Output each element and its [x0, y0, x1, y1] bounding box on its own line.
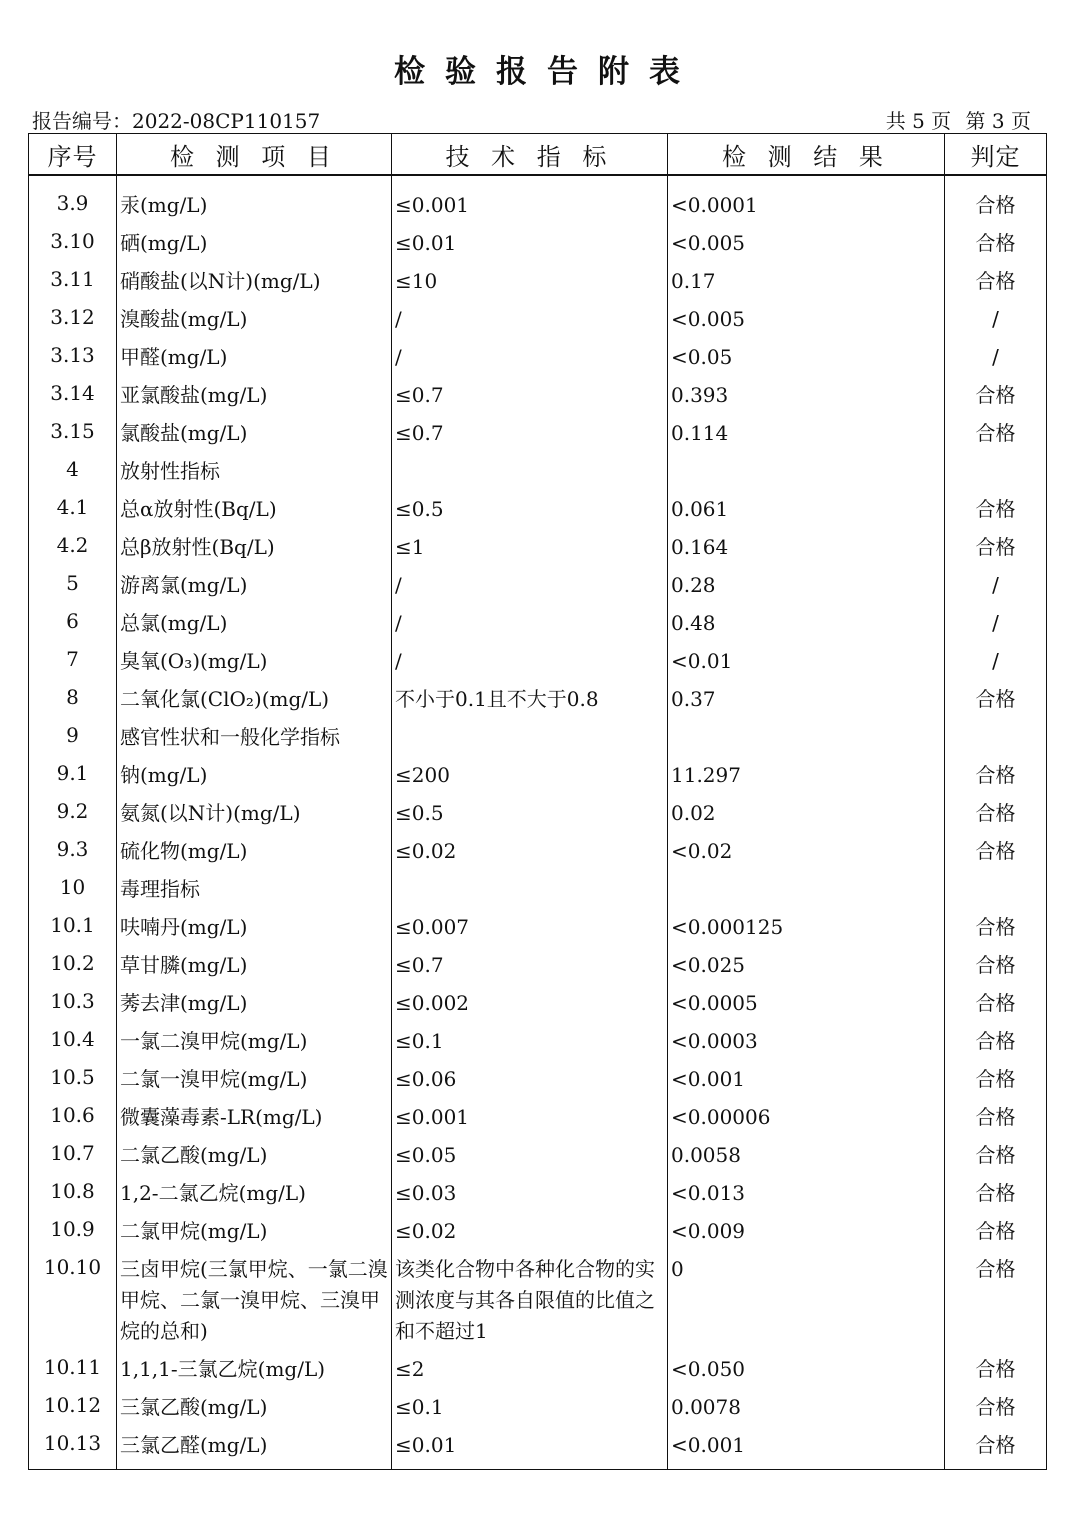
table-row — [29, 1023, 1047, 1061]
cell-result: <0.001 — [668, 1061, 945, 1099]
cell-no: 7 — [29, 643, 117, 681]
cell-result: <0.009 — [668, 1213, 945, 1251]
table-row — [29, 529, 1047, 567]
cell-verdict: 合格 — [945, 1023, 1047, 1061]
report-number: 报告编号：2022-08CP110157 — [32, 109, 321, 133]
table-row — [29, 491, 1047, 529]
results-table — [28, 133, 1047, 1470]
cell-spec: / — [392, 301, 668, 339]
table-row — [29, 175, 1047, 225]
cell-item: 溴酸盐(mg/L) — [117, 301, 392, 339]
cell-verdict: 合格 — [945, 1213, 1047, 1251]
cell-no: 3.9 — [29, 175, 117, 225]
cell-spec: ≤0.01 — [392, 225, 668, 263]
cell-verdict — [945, 719, 1047, 757]
cell-no: 10.13 — [29, 1427, 117, 1470]
cell-no: 4 — [29, 453, 117, 491]
cell-no: 3.10 — [29, 225, 117, 263]
page-total: 共 5 页 — [885, 109, 952, 133]
header-spec: 技 术 指 标 — [392, 134, 668, 176]
cell-no: 10.8 — [29, 1175, 117, 1213]
table-row — [29, 947, 1047, 985]
cell-result: <0.01 — [668, 643, 945, 681]
header-item: 检 测 项 目 — [117, 134, 392, 176]
cell-item: 莠去津(mg/L) — [117, 985, 392, 1023]
cell-verdict: 合格 — [945, 175, 1047, 225]
cell-spec: ≤0.06 — [392, 1061, 668, 1099]
cell-item: 1,2-二氯乙烷(mg/L) — [117, 1175, 392, 1213]
cell-no: 6 — [29, 605, 117, 643]
cell-spec: ≤0.5 — [392, 491, 668, 529]
cell-item: 总氯(mg/L) — [117, 605, 392, 643]
cell-result: <0.02 — [668, 833, 945, 871]
header-result: 检 测 结 果 — [668, 134, 945, 176]
cell-spec: ≤0.1 — [392, 1389, 668, 1427]
cell-no: 3.11 — [29, 263, 117, 301]
cell-spec — [392, 453, 668, 491]
cell-item: 二氧化氯(ClO₂)(mg/L) — [117, 681, 392, 719]
cell-verdict: 合格 — [945, 1099, 1047, 1137]
cell-spec: ≤0.02 — [392, 1213, 668, 1251]
cell-result: 0.0078 — [668, 1389, 945, 1427]
cell-verdict: 合格 — [945, 1427, 1047, 1470]
header-verdict: 判定 — [945, 134, 1047, 176]
cell-result: <0.000125 — [668, 909, 945, 947]
cell-result: <0.001 — [668, 1427, 945, 1470]
cell-no: 10.3 — [29, 985, 117, 1023]
cell-no: 10.11 — [29, 1351, 117, 1389]
cell-item: 二氯乙酸(mg/L) — [117, 1137, 392, 1175]
cell-result: 0.02 — [668, 795, 945, 833]
cell-result: <0.050 — [668, 1351, 945, 1389]
cell-no: 4.1 — [29, 491, 117, 529]
table-row — [29, 985, 1047, 1023]
cell-item: 呋喃丹(mg/L) — [117, 909, 392, 947]
cell-no: 5 — [29, 567, 117, 605]
cell-verdict: 合格 — [945, 1137, 1047, 1175]
cell-no: 8 — [29, 681, 117, 719]
cell-verdict: / — [945, 605, 1047, 643]
table-row — [29, 757, 1047, 795]
cell-spec: 不小于0.1且不大于0.8 — [392, 681, 668, 719]
cell-result: 11.297 — [668, 757, 945, 795]
cell-no: 10.12 — [29, 1389, 117, 1427]
header-no: 序号 — [29, 134, 117, 176]
cell-result: 0.37 — [668, 681, 945, 719]
cell-result: <0.005 — [668, 225, 945, 263]
table-row — [29, 415, 1047, 453]
table-row — [29, 871, 1047, 909]
cell-spec: ≤10 — [392, 263, 668, 301]
table-row — [29, 1137, 1047, 1175]
cell-verdict: / — [945, 567, 1047, 605]
cell-no: 3.15 — [29, 415, 117, 453]
cell-no: 10.7 — [29, 1137, 117, 1175]
cell-item: 二氯甲烷(mg/L) — [117, 1213, 392, 1251]
table-row — [29, 833, 1047, 871]
cell-no: 9.3 — [29, 833, 117, 871]
cell-verdict: 合格 — [945, 529, 1047, 567]
cell-spec: ≤0.007 — [392, 909, 668, 947]
table-row — [29, 1427, 1047, 1470]
cell-verdict: 合格 — [945, 681, 1047, 719]
cell-result — [668, 719, 945, 757]
cell-verdict: 合格 — [945, 1251, 1047, 1351]
cell-spec: ≤0.002 — [392, 985, 668, 1023]
table-row — [29, 1061, 1047, 1099]
cell-spec: ≤200 — [392, 757, 668, 795]
cell-item: 甲醛(mg/L) — [117, 339, 392, 377]
table-row — [29, 567, 1047, 605]
table-row — [29, 1389, 1047, 1427]
table-row — [29, 377, 1047, 415]
cell-no: 3.12 — [29, 301, 117, 339]
cell-no: 10.9 — [29, 1213, 117, 1251]
cell-verdict: 合格 — [945, 947, 1047, 985]
cell-spec: ≤0.7 — [392, 377, 668, 415]
cell-item: 三氯乙酸(mg/L) — [117, 1389, 392, 1427]
cell-verdict: / — [945, 301, 1047, 339]
table-row — [29, 453, 1047, 491]
cell-verdict: 合格 — [945, 985, 1047, 1023]
cell-result: 0.164 — [668, 529, 945, 567]
cell-item: 二氯一溴甲烷(mg/L) — [117, 1061, 392, 1099]
cell-spec: / — [392, 339, 668, 377]
page-title: 检验报告附表 — [394, 54, 700, 90]
table-row — [29, 263, 1047, 301]
cell-item: 总β放射性(Bq/L) — [117, 529, 392, 567]
cell-verdict: 合格 — [945, 377, 1047, 415]
cell-result: 0 — [668, 1251, 945, 1351]
cell-item: 总α放射性(Bq/L) — [117, 491, 392, 529]
table-row — [29, 909, 1047, 947]
cell-no: 10.10 — [29, 1251, 117, 1351]
cell-no: 9.2 — [29, 795, 117, 833]
cell-spec: / — [392, 605, 668, 643]
cell-result: 0.0058 — [668, 1137, 945, 1175]
cell-result: <0.025 — [668, 947, 945, 985]
cell-verdict: 合格 — [945, 1061, 1047, 1099]
cell-item: 三氯乙醛(mg/L) — [117, 1427, 392, 1470]
cell-no: 9 — [29, 719, 117, 757]
table-row — [29, 225, 1047, 263]
cell-result: 0.393 — [668, 377, 945, 415]
cell-result: 0.114 — [668, 415, 945, 453]
cell-item: 硝酸盐(以N计)(mg/L) — [117, 263, 392, 301]
cell-item: 毒理指标 — [117, 871, 392, 909]
cell-result: <0.0005 — [668, 985, 945, 1023]
cell-spec: ≤0.001 — [392, 175, 668, 225]
cell-spec: ≤0.01 — [392, 1427, 668, 1470]
cell-no: 10.1 — [29, 909, 117, 947]
table-row — [29, 301, 1047, 339]
cell-item: 氯酸盐(mg/L) — [117, 415, 392, 453]
cell-item: 氨氮(以N计)(mg/L) — [117, 795, 392, 833]
table-row — [29, 719, 1047, 757]
table-row — [29, 643, 1047, 681]
cell-spec — [392, 871, 668, 909]
cell-spec: ≤0.05 — [392, 1137, 668, 1175]
cell-result: 0.061 — [668, 491, 945, 529]
table-row — [29, 681, 1047, 719]
cell-spec: ≤0.001 — [392, 1099, 668, 1137]
cell-spec: ≤2 — [392, 1351, 668, 1389]
cell-spec: 该类化合物中各种化合物的实测浓度与其各自限值的比值之和不超过1 — [392, 1251, 668, 1351]
table-body — [29, 175, 1047, 1470]
cell-verdict: 合格 — [945, 1351, 1047, 1389]
cell-result: <0.013 — [668, 1175, 945, 1213]
cell-spec: ≤0.7 — [392, 415, 668, 453]
cell-item: 汞(mg/L) — [117, 175, 392, 225]
cell-verdict: 合格 — [945, 415, 1047, 453]
cell-result: 0.17 — [668, 263, 945, 301]
cell-spec: / — [392, 643, 668, 681]
page-indicator — [886, 108, 1031, 134]
cell-verdict: 合格 — [945, 225, 1047, 263]
cell-no: 10.5 — [29, 1061, 117, 1099]
cell-item: 游离氯(mg/L) — [117, 567, 392, 605]
cell-verdict: 合格 — [945, 833, 1047, 871]
table-row — [29, 1351, 1047, 1389]
cell-item: 三卤甲烷(三氯甲烷、一氯二溴甲烷、二氯一溴甲烷、三溴甲烷的总和) — [117, 1251, 392, 1351]
cell-item: 臭氧(O₃)(mg/L) — [117, 643, 392, 681]
page-current: 第 3 页 — [965, 109, 1031, 133]
cell-verdict: / — [945, 643, 1047, 681]
table-row — [29, 795, 1047, 833]
cell-no: 3.13 — [29, 339, 117, 377]
cell-spec: ≤1 — [392, 529, 668, 567]
cell-item: 硒(mg/L) — [117, 225, 392, 263]
cell-verdict — [945, 871, 1047, 909]
table-row — [29, 605, 1047, 643]
cell-no: 10 — [29, 871, 117, 909]
cell-spec: ≤0.02 — [392, 833, 668, 871]
cell-no: 9.1 — [29, 757, 117, 795]
cell-item: 硫化物(mg/L) — [117, 833, 392, 871]
cell-no: 4.2 — [29, 529, 117, 567]
table-row — [29, 339, 1047, 377]
table-row — [29, 1175, 1047, 1213]
table-row — [29, 1213, 1047, 1251]
cell-item: 1,1,1-三氯乙烷(mg/L) — [117, 1351, 392, 1389]
cell-no: 3.14 — [29, 377, 117, 415]
cell-item: 微囊藻毒素-LR(mg/L) — [117, 1099, 392, 1137]
cell-verdict: 合格 — [945, 1389, 1047, 1427]
cell-spec: / — [392, 567, 668, 605]
table-row — [29, 1099, 1047, 1137]
cell-result: <0.05 — [668, 339, 945, 377]
cell-verdict: 合格 — [945, 757, 1047, 795]
table-header-row — [29, 134, 1047, 176]
cell-item: 一氯二溴甲烷(mg/L) — [117, 1023, 392, 1061]
cell-verdict: 合格 — [945, 909, 1047, 947]
cell-spec: ≤0.7 — [392, 947, 668, 985]
cell-spec: ≤0.03 — [392, 1175, 668, 1213]
table-row — [29, 1251, 1047, 1351]
cell-result: <0.0003 — [668, 1023, 945, 1061]
cell-item: 亚氯酸盐(mg/L) — [117, 377, 392, 415]
cell-item: 钠(mg/L) — [117, 757, 392, 795]
cell-result: <0.005 — [668, 301, 945, 339]
cell-result: <0.00006 — [668, 1099, 945, 1137]
cell-no: 10.4 — [29, 1023, 117, 1061]
cell-spec: ≤0.1 — [392, 1023, 668, 1061]
cell-verdict: 合格 — [945, 263, 1047, 301]
cell-result: 0.48 — [668, 605, 945, 643]
cell-verdict: / — [945, 339, 1047, 377]
cell-verdict: 合格 — [945, 491, 1047, 529]
cell-verdict: 合格 — [945, 795, 1047, 833]
cell-verdict: 合格 — [945, 1175, 1047, 1213]
cell-spec — [392, 719, 668, 757]
cell-item: 感官性状和一般化学指标 — [117, 719, 392, 757]
cell-no: 10.6 — [29, 1099, 117, 1137]
cell-no: 10.2 — [29, 947, 117, 985]
cell-result: 0.28 — [668, 567, 945, 605]
cell-item: 放射性指标 — [117, 453, 392, 491]
cell-result — [668, 453, 945, 491]
cell-verdict — [945, 453, 1047, 491]
cell-result: <0.0001 — [668, 175, 945, 225]
cell-spec: ≤0.5 — [392, 795, 668, 833]
cell-result — [668, 871, 945, 909]
cell-item: 草甘膦(mg/L) — [117, 947, 392, 985]
